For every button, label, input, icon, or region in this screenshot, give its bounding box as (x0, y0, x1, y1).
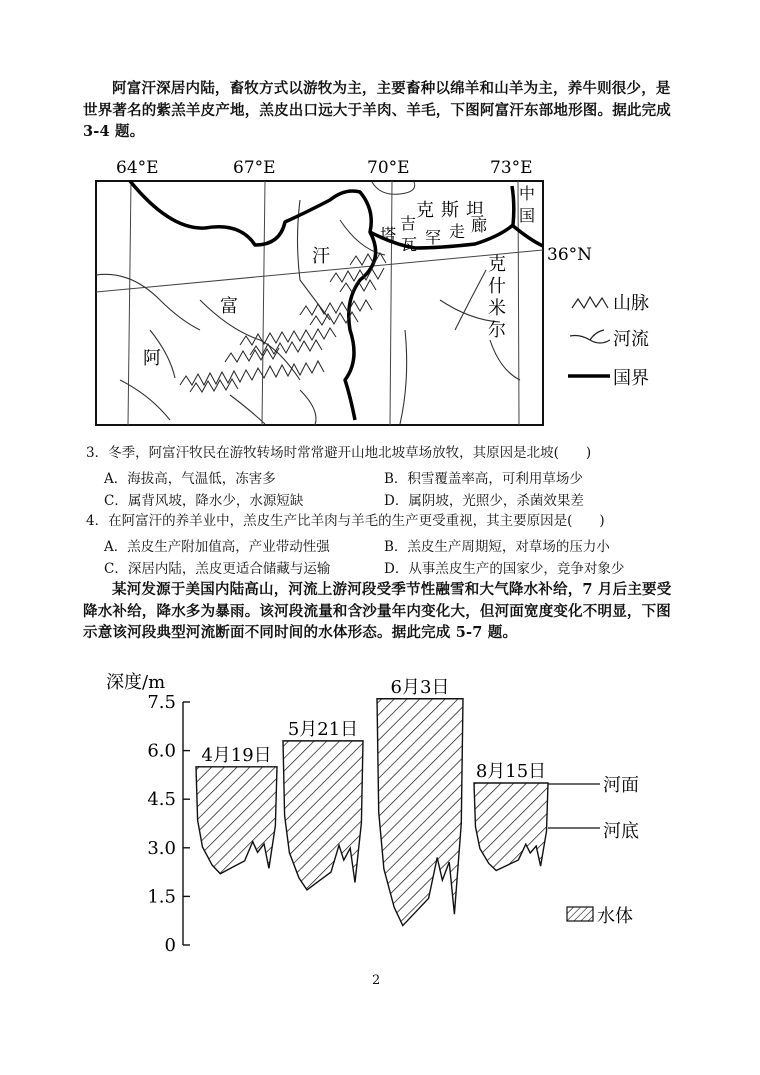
intro-paragraph-1: 阿富汗深居内陆，畜牧方式以游牧为主，主要畜种以绵羊和山羊为主，养牛则很少，是世界著名的紫羔羊皮产地，羔皮出口远大于羊肉、羊毛，下图阿富汗东部地形图。据此完成 3-4 题。 (83, 80, 671, 140)
lon-64: 64°E (116, 158, 159, 178)
section-date-label: 8月15日 (475, 761, 547, 782)
lon-67: 67°E (233, 158, 276, 178)
q4-option-b[interactable]: B．羔皮生产周期短，对草场的压力小 (384, 539, 610, 555)
q4-option-d[interactable]: D．从事羔皮生产的国家少，竞争对象少 (384, 561, 625, 577)
label-han2: 罕 (425, 228, 442, 247)
surface-label: 河面 (603, 775, 639, 796)
page-number: 2 (372, 973, 381, 988)
label-mi: 米 (488, 298, 506, 319)
q3-option-d[interactable]: D．属阴坡，光照少，杀菌效果差 (384, 493, 584, 509)
label-zhong: 中 (519, 184, 536, 203)
water-section-1 (196, 767, 277, 874)
water-legend-swatch (567, 907, 593, 921)
water-section-3 (377, 699, 463, 926)
y-tick-label: 1.5 (147, 886, 176, 908)
y-tick-label: 7.5 (147, 692, 176, 713)
q3-option-c[interactable]: C．属背风坡，降水少，水源短缺 (104, 493, 304, 509)
section-date-label: 4月19日 (201, 744, 272, 766)
label-a: 阿 (143, 348, 161, 369)
label-ta: 塔 (380, 225, 397, 244)
water-section-4 (474, 783, 548, 870)
label-k: 克 (488, 254, 506, 275)
q3-stem: 3．冬季，阿富汗牧民在游牧转场时常常避开山地北坡草场放牧，其原因是北坡( ) (86, 445, 592, 461)
label-guo: 国 (519, 206, 536, 225)
label-lang: 廊 (471, 216, 488, 235)
section-date-label: 6月3日 (390, 676, 450, 698)
water-legend-label: 水体 (597, 906, 633, 927)
label-si: 斯 (441, 200, 459, 221)
label-ji: 吉 (400, 214, 417, 233)
map-legend (568, 293, 649, 389)
y-tick-label: 3.0 (147, 837, 176, 859)
intro-paragraph-2: 某河发源于美国内陆高山，河流上游河段受季节性融雪和大气降水补给，7 月后主要受降水补给，降水多为暴雨。该河段流量和含沙量年内变化大，但河面宽度变化不明显，下图示意该河段典型河流断面不同时间的水体形态。据此完成 5-7 题。 (83, 581, 672, 641)
bed-label: 河底 (603, 821, 639, 842)
meridian-70 (390, 181, 392, 425)
river-cross-section-chart (0, 660, 760, 960)
label-fu: 富 (220, 296, 238, 317)
legend-border-label: 国界 (613, 368, 649, 389)
water-section-2 (283, 741, 363, 890)
q3-option-b[interactable]: B．积雪覆盖率高，可利用草场少 (384, 471, 583, 487)
y-tick-label: 0 (164, 935, 176, 956)
lon-73: 73°E (490, 158, 533, 178)
meridian-67 (262, 181, 265, 425)
q4-option-a[interactable]: A．羔皮生产附加值高，产业带动性强 (104, 539, 330, 555)
q3-option-a[interactable]: A．海拔高，气温低，冻害多 (104, 471, 276, 487)
label-han: 汗 (312, 246, 330, 267)
label-tan: 坦 (466, 200, 484, 221)
label-shi: 什 (488, 276, 506, 297)
legend-river-label: 河流 (613, 329, 649, 350)
q4-stem: 4．在阿富汗的养羊业中，羔皮生产比羊肉与羊毛的生产更受重视，其主要原因是( ) (86, 513, 605, 529)
lon-70: 70°E (367, 158, 410, 178)
y-tick-label: 4.5 (147, 789, 176, 811)
mountain-ranges (180, 253, 386, 392)
y-tick-label: 6.0 (147, 740, 176, 762)
lat-36: 36°N (547, 245, 593, 265)
label-wa: 瓦 (401, 235, 418, 254)
section-date-label: 5月21日 (287, 718, 359, 740)
label-zou: 走 (449, 222, 466, 241)
lake-outline (372, 182, 415, 194)
meridian-64 (128, 181, 131, 425)
river-legend-icon (570, 330, 610, 343)
mountain-legend-icon (572, 297, 608, 308)
y-axis-label: 深度/m (106, 672, 166, 693)
legend-mountain-label: 山脉 (613, 293, 649, 314)
q4-option-c[interactable]: C．深居内陆，羔皮更适合储藏与运输 (104, 561, 331, 577)
label-ke: 克 (416, 200, 434, 221)
label-er: 尔 (488, 320, 506, 341)
afghanistan-terrain-map (0, 0, 760, 440)
